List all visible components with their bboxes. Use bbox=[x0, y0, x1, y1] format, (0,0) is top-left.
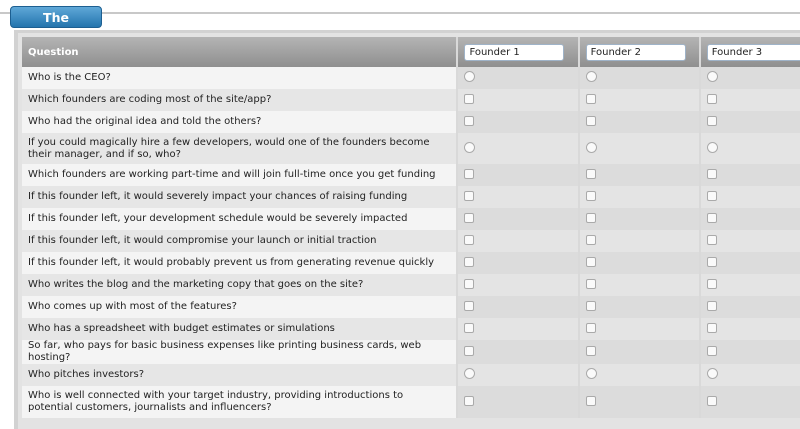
founder-3-checkbox[interactable] bbox=[707, 213, 717, 223]
founder-3-answer-cell bbox=[700, 89, 800, 111]
founder-2-checkbox[interactable] bbox=[586, 94, 596, 104]
founder-1-answer-cell bbox=[457, 230, 578, 252]
founder-1-checkbox[interactable] bbox=[464, 235, 474, 245]
question-cell bbox=[22, 296, 457, 318]
founder-3-answer-cell bbox=[700, 318, 800, 340]
founder-3-checkbox[interactable] bbox=[707, 346, 717, 356]
founder-2-radio[interactable] bbox=[586, 368, 597, 379]
founder-3-answer-cell bbox=[700, 133, 800, 164]
founder-2-answer-cell bbox=[579, 340, 700, 364]
founder-3-name-field[interactable] bbox=[707, 44, 800, 61]
question-text: So far, who pays for basic business expenses like printing business cards, web hosting? bbox=[28, 340, 422, 363]
question-cell bbox=[22, 67, 457, 89]
founder-1-answer-cell bbox=[457, 111, 578, 133]
table-row bbox=[22, 318, 800, 340]
founder-3-answer-cell bbox=[700, 386, 800, 418]
founder-1-header bbox=[457, 37, 578, 67]
founder-1-answer-cell bbox=[457, 67, 578, 89]
founder-3-answer-cell bbox=[700, 230, 800, 252]
table-row bbox=[22, 89, 800, 111]
table-row bbox=[22, 208, 800, 230]
founder-2-checkbox[interactable] bbox=[586, 301, 596, 311]
founder-1-checkbox[interactable] bbox=[464, 94, 474, 104]
table-row bbox=[22, 67, 800, 89]
founder-2-checkbox[interactable] bbox=[586, 346, 596, 356]
founder-3-radio[interactable] bbox=[707, 71, 718, 82]
founder-2-answer-cell bbox=[579, 208, 700, 230]
founder-3-checkbox[interactable] bbox=[707, 257, 717, 267]
founder-1-checkbox[interactable] bbox=[464, 116, 474, 126]
founder-1-answer-cell bbox=[457, 133, 578, 164]
founder-1-answer-cell bbox=[457, 208, 578, 230]
founder-3-answer-cell bbox=[700, 164, 800, 186]
founder-3-answer-cell bbox=[700, 296, 800, 318]
founder-3-answer-cell bbox=[700, 252, 800, 274]
table-row bbox=[22, 340, 800, 364]
founder-2-name-field[interactable] bbox=[586, 44, 686, 61]
founder-2-answer-cell bbox=[579, 296, 700, 318]
founder-2-answer-cell bbox=[579, 186, 700, 208]
founder-1-answer-cell bbox=[457, 164, 578, 186]
founder-2-checkbox[interactable] bbox=[586, 396, 596, 406]
founder-3-radio[interactable] bbox=[707, 142, 718, 153]
tab-the-questions[interactable]: The bbox=[10, 6, 102, 28]
founder-3-radio[interactable] bbox=[707, 368, 718, 379]
table-row bbox=[22, 296, 800, 318]
founder-3-answer-cell bbox=[700, 67, 800, 89]
question-text: Who pitches investors? bbox=[28, 369, 145, 380]
founder-1-checkbox[interactable] bbox=[464, 279, 474, 289]
founder-2-checkbox[interactable] bbox=[586, 323, 596, 333]
table-row bbox=[22, 386, 800, 418]
table-row bbox=[22, 364, 800, 386]
founder-3-checkbox[interactable] bbox=[707, 279, 717, 289]
founder-2-radio[interactable] bbox=[586, 71, 597, 82]
tab-strip bbox=[0, 0, 800, 30]
founder-1-radio[interactable] bbox=[464, 368, 475, 379]
question-cell bbox=[22, 208, 457, 230]
founder-1-answer-cell bbox=[457, 340, 578, 364]
table-row bbox=[22, 252, 800, 274]
founder-1-checkbox[interactable] bbox=[464, 213, 474, 223]
question-text: If this founder left, it would probably prevent us from generating revenue quickly bbox=[28, 257, 435, 268]
founder-2-answer-cell bbox=[579, 164, 700, 186]
question-text: Who is well connected with your target industry, providing introductions to potential customers, journalists and influencers? bbox=[28, 390, 404, 413]
founder-1-checkbox[interactable] bbox=[464, 346, 474, 356]
founder-2-answer-cell bbox=[579, 252, 700, 274]
question-text: Who writes the blog and the marketing copy that goes on the site? bbox=[28, 279, 364, 290]
founder-3-checkbox[interactable] bbox=[707, 94, 717, 104]
founder-1-checkbox[interactable] bbox=[464, 323, 474, 333]
founder-2-checkbox[interactable] bbox=[586, 213, 596, 223]
question-cell bbox=[22, 386, 457, 418]
founder-2-answer-cell bbox=[579, 89, 700, 111]
question-cell bbox=[22, 111, 457, 133]
founder-1-radio[interactable] bbox=[464, 142, 475, 153]
founder-2-checkbox[interactable] bbox=[586, 169, 596, 179]
question-cell bbox=[22, 318, 457, 340]
question-text: Who has a spreadsheet with budget estimates or simulations bbox=[28, 323, 335, 334]
table-row bbox=[22, 230, 800, 252]
table-row bbox=[22, 133, 800, 164]
founder-2-checkbox[interactable] bbox=[586, 279, 596, 289]
question-text: Which founders are working part-time and will join full-time once you get funding bbox=[28, 169, 436, 180]
founder-3-checkbox[interactable] bbox=[707, 396, 717, 406]
founder-2-checkbox[interactable] bbox=[586, 235, 596, 245]
founder-2-answer-cell bbox=[579, 274, 700, 296]
question-cell bbox=[22, 252, 457, 274]
question-text: Who is the CEO? bbox=[28, 72, 111, 83]
question-cell bbox=[22, 274, 457, 296]
founder-1-answer-cell bbox=[457, 252, 578, 274]
founder-3-checkbox[interactable] bbox=[707, 169, 717, 179]
founder-2-answer-cell bbox=[579, 111, 700, 133]
founder-2-answer-cell bbox=[579, 230, 700, 252]
founder-1-answer-cell bbox=[457, 186, 578, 208]
founder-3-answer-cell bbox=[700, 208, 800, 230]
tab-strip-divider bbox=[0, 12, 800, 14]
question-text: Who had the original idea and told the others? bbox=[28, 116, 262, 127]
founder-1-checkbox[interactable] bbox=[464, 396, 474, 406]
question-cell bbox=[22, 89, 457, 111]
question-column-header: Question bbox=[22, 37, 457, 67]
questions-table bbox=[22, 37, 800, 418]
founder-3-answer-cell bbox=[700, 111, 800, 133]
founder-1-checkbox[interactable] bbox=[464, 301, 474, 311]
questions-panel bbox=[14, 30, 800, 429]
founder-1-checkbox[interactable] bbox=[464, 169, 474, 179]
founder-1-name-field[interactable] bbox=[464, 44, 564, 61]
question-cell bbox=[22, 186, 457, 208]
founder-1-answer-cell bbox=[457, 89, 578, 111]
founder-3-answer-cell bbox=[700, 364, 800, 386]
question-cell bbox=[22, 230, 457, 252]
founder-3-checkbox[interactable] bbox=[707, 116, 717, 126]
founder-3-header bbox=[700, 37, 800, 67]
question-text: If you could magically hire a few developers, would one of the founders become their manager, and if so, who? bbox=[28, 136, 430, 160]
founder-1-answer-cell bbox=[457, 296, 578, 318]
founder-1-answer-cell bbox=[457, 364, 578, 386]
founder-3-checkbox[interactable] bbox=[707, 301, 717, 311]
questions-body bbox=[22, 67, 800, 418]
founder-1-answer-cell bbox=[457, 318, 578, 340]
founder-3-checkbox[interactable] bbox=[707, 191, 717, 201]
question-cell bbox=[22, 340, 457, 364]
founder-1-answer-cell bbox=[457, 386, 578, 418]
founder-1-checkbox[interactable] bbox=[464, 257, 474, 267]
question-text: Who comes up with most of the features? bbox=[28, 301, 237, 312]
founder-2-answer-cell bbox=[579, 318, 700, 340]
founder-1-answer-cell bbox=[457, 274, 578, 296]
founder-3-answer-cell bbox=[700, 274, 800, 296]
question-cell bbox=[22, 133, 457, 164]
founder-2-radio[interactable] bbox=[586, 142, 597, 153]
founder-2-checkbox[interactable] bbox=[586, 257, 596, 267]
founder-2-header bbox=[579, 37, 700, 67]
question-cell bbox=[22, 364, 457, 386]
table-header-row bbox=[22, 37, 800, 67]
founder-3-answer-cell bbox=[700, 340, 800, 364]
founder-3-checkbox[interactable] bbox=[707, 323, 717, 333]
table-row bbox=[22, 164, 800, 186]
table-row bbox=[22, 274, 800, 296]
question-text: If this founder left, your development schedule would be severely impacted bbox=[28, 213, 408, 224]
founder-3-answer-cell bbox=[700, 186, 800, 208]
founder-1-checkbox[interactable] bbox=[464, 191, 474, 201]
founder-2-answer-cell bbox=[579, 133, 700, 164]
founder-1-radio[interactable] bbox=[464, 71, 475, 82]
table-row bbox=[22, 186, 800, 208]
founder-2-checkbox[interactable] bbox=[586, 116, 596, 126]
question-text: If this founder left, it would compromise your launch or initial traction bbox=[28, 235, 377, 246]
question-cell bbox=[22, 164, 457, 186]
founder-2-answer-cell bbox=[579, 386, 700, 418]
founder-2-answer-cell bbox=[579, 364, 700, 386]
table-row bbox=[22, 111, 800, 133]
founder-3-checkbox[interactable] bbox=[707, 235, 717, 245]
founder-2-answer-cell bbox=[579, 67, 700, 89]
question-text: If this founder left, it would severely impact your chances of raising funding bbox=[28, 191, 408, 202]
founder-2-checkbox[interactable] bbox=[586, 191, 596, 201]
question-text: Which founders are coding most of the site/app? bbox=[28, 94, 272, 105]
